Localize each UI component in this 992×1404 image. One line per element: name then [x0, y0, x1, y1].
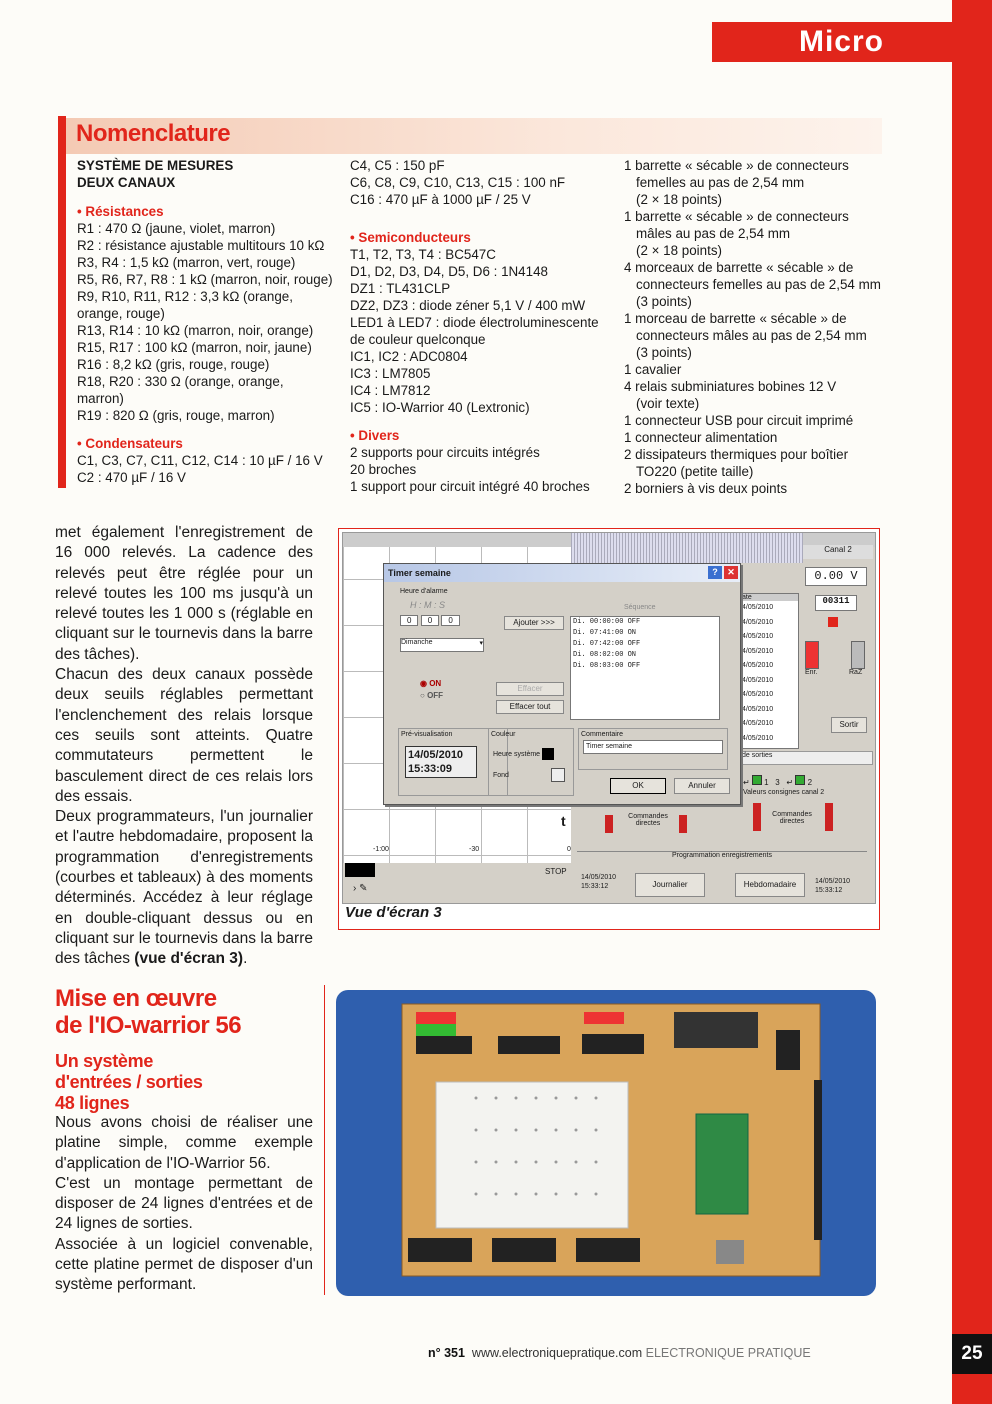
output-num: 3: [775, 778, 780, 787]
list-item: 4 morceaux de barrette « sécable » de: [624, 260, 854, 275]
time-text: 15:33:12: [815, 887, 843, 894]
misc-list: [350, 444, 610, 495]
nomenclature-title: Nomenclature: [76, 120, 231, 147]
subheading-line: 48 lignes: [55, 1093, 130, 1113]
list-item: mâles au pas de 2,54 mm: [636, 226, 791, 241]
paragraph: C'est un montage permettant de disposer de 24 lignes d'entrées et de 24 lignes de sorties.: [55, 1174, 313, 1233]
list-item: C2 : 470 µF / 16 V: [77, 470, 186, 485]
list-item: R13, R14 : 10 kΩ (marron, noir, orange): [77, 323, 314, 338]
nomenclature-accent-bar: [58, 116, 66, 488]
output-num: 1: [764, 778, 769, 787]
list-item: 1 cavalier: [624, 362, 682, 377]
sequence-label: Séquence: [624, 604, 656, 611]
relay-switch[interactable]: [825, 803, 833, 831]
column-divider: [324, 985, 325, 1295]
color-group: [488, 728, 574, 796]
list-item: R18, R20 : 330 Ω (orange, orange,: [77, 374, 284, 389]
article-text-bottom: [55, 1113, 313, 1296]
comment-group: [578, 728, 728, 770]
subheading-line: Un système: [55, 1051, 154, 1071]
software-screenshot: [342, 532, 876, 904]
date-text: 14/05/2010: [581, 874, 617, 881]
group-label: Couleur: [491, 731, 516, 738]
scale-strip: [571, 533, 803, 563]
color-label: Heure système: [493, 750, 541, 758]
preview-time: 15:33:09: [408, 763, 453, 775]
date-row: 4/05/2010: [742, 633, 774, 640]
cancel-button[interactable]: Annuler: [674, 778, 730, 794]
list-item: 1 connecteur USB pour circuit imprimé: [624, 413, 854, 428]
nomenclature-subtitle: DEUX CANAUX: [77, 175, 176, 190]
hms-label: H : M : S: [410, 600, 446, 610]
date-left: [581, 873, 616, 891]
list-item: Di. 00:00:00 OFF: [573, 618, 641, 626]
paragraph: Associée à un logiciel convenable, cette platine permet de disposer d'un système performant.: [55, 1235, 313, 1294]
list-item: 20 broches: [350, 462, 417, 477]
section-tab: Micro: [712, 22, 952, 62]
paragraph: met également l'enregistrement de 16 000 relevés. La cadence des relevés peut être réglée pour un relevé toutes les 100 ms jusqu'à un relevé toutes les 1 000 s (réglable en cliquant sur le tournevis dans la barre des tâches).: [55, 524, 313, 663]
list-heading: • Résistances: [77, 204, 164, 219]
list-item: D1, D2, D3, D4, D5, D6 : 1N4148: [350, 264, 548, 279]
group-label: Pré-visualisation: [401, 731, 453, 738]
bg-color-row[interactable]: [493, 768, 573, 782]
capacitor-list: [350, 157, 610, 208]
relay-switch[interactable]: [605, 815, 613, 833]
list-item: C16 : 470 µF à 1000 µF / 25 V: [350, 192, 531, 207]
prog-label: Programmation enregistrements: [577, 851, 867, 866]
list-item: T1, T2, T3, T4 : BC547C: [350, 247, 496, 262]
sequence-list[interactable]: [570, 616, 720, 720]
issue-number: n° 351: [428, 1346, 465, 1360]
dialog-titlebar: [384, 564, 740, 582]
list-item: R3, R4 : 1,5 kΩ (marron, vert, rouge): [77, 255, 296, 270]
axis-tick: -1:00: [373, 846, 389, 853]
capacitor-list: [77, 452, 337, 486]
list-item: femelles au pas de 2,54 mm: [636, 175, 805, 190]
list-item: IC1, IC2 : ADC0804: [350, 349, 468, 364]
list-item: (2 × 18 points): [636, 243, 722, 258]
on-off-radio[interactable]: ◉ ON ○ OFF: [420, 679, 444, 700]
journalier-button[interactable]: Journalier: [635, 873, 705, 897]
date-row: 4/05/2010: [742, 734, 774, 742]
resistor-list: [77, 220, 337, 424]
commandes-label: Commandes directes: [628, 813, 668, 827]
led-indicator: [828, 617, 838, 627]
list-item: connecteurs mâles au pas de 2,54 mm: [636, 328, 867, 343]
group-label: Heure d'alarme: [400, 588, 448, 595]
date-text: 14/05/2010: [815, 878, 851, 885]
list-item: (3 points): [636, 294, 692, 309]
output-toggles: ↵ 1 3 ↵ 2: [743, 775, 812, 787]
commandes-label: Commandes directes: [772, 811, 812, 825]
list-item: 1 support pour circuit intégré 40 broches: [350, 479, 590, 494]
date-row: 4/05/2010: [742, 720, 774, 727]
select-value: Dimanche: [401, 639, 433, 646]
clear-all-button[interactable]: Effacer tout: [496, 700, 564, 714]
raz-switch[interactable]: [851, 641, 865, 669]
hebdomadaire-button[interactable]: Hebdomadaire: [735, 873, 805, 897]
date-row: 4/05/2010: [742, 662, 774, 669]
dialog-title: Timer semaine: [388, 568, 451, 578]
pcb-illustration: [336, 990, 876, 1296]
axis-label: t: [561, 813, 566, 829]
list-heading: • Condensateurs: [77, 436, 183, 451]
dropdown-icon[interactable]: ▾: [479, 640, 483, 647]
comment-input[interactable]: Timer semaine: [583, 740, 723, 754]
date-row: 4/05/2010: [742, 618, 774, 626]
semiconductor-list: [350, 246, 610, 416]
list-heading: • Divers: [350, 428, 400, 443]
dates-list: [741, 593, 799, 749]
list-item: marron): [77, 391, 124, 406]
relay-switch[interactable]: [679, 815, 687, 833]
paragraph-text: Deux programmateurs, l'un journalier et l'autre hebdomadaire, proposent la programmation d'enregistrements (courbes et tableaux) à des moments déterminés. Accédez à leur réglage en double-cliquant dessus ou en cliquant sur le tournevis dans la barre des tâches: [55, 808, 313, 968]
date-row: 4/05/2010: [742, 647, 774, 655]
list-item: (voir texte): [636, 396, 700, 411]
axis-tick: -30: [469, 846, 480, 853]
list-item: TO220 (petite taille): [636, 464, 754, 479]
list-item: de couleur quelconque: [350, 332, 486, 347]
list-item: 1 barrette « sécable » de connecteurs: [624, 158, 849, 173]
date-row: 4/05/2010: [742, 691, 774, 698]
relay-switch[interactable]: [753, 803, 761, 831]
page-edge-band: [952, 0, 992, 1404]
axis-tick: 0: [567, 846, 571, 853]
list-item: IC3 : LM7805: [350, 366, 431, 381]
list-item: R5, R6, R7, R8 : 1 kΩ (marron, noir, rouge): [77, 272, 333, 287]
page-footer: [428, 1346, 811, 1360]
day-select[interactable]: [400, 638, 484, 652]
ok-button[interactable]: OK: [610, 778, 666, 794]
list-item: R9, R10, R11, R12 : 3,3 kΩ (orange,: [77, 289, 293, 304]
page-number: 25: [952, 1334, 992, 1374]
close-icon[interactable]: ✕: [724, 566, 738, 579]
paragraph: Chacun des deux canaux possède deux seuils réglables permettant l'enclenchement des relais lorsque ces seuils sont atteints. Quatre commutateurs permettent le basculement direct de ces relais lors des essais.: [55, 666, 313, 805]
list-item: Di. 08:02:00 ON: [573, 651, 637, 659]
sorties-label: de sorties: [741, 751, 873, 765]
list-item: (2 × 18 points): [636, 192, 722, 207]
time-text: 15:33:12: [581, 883, 609, 890]
list-item: 2 supports pour circuits intégrés: [350, 445, 540, 460]
list-item: Di. 08:03:00 OFF: [573, 662, 641, 670]
list-item: R2 : résistance ajustable multitours 10 kΩ: [77, 238, 325, 253]
heading-line: Mise en œuvre: [55, 985, 217, 1012]
date-row: 4/05/2010: [742, 604, 774, 611]
radio-off[interactable]: OFF: [427, 691, 444, 700]
color-label: Fond: [493, 771, 509, 779]
figure-reference: (vue d'écran 3): [134, 950, 244, 968]
list-item: R15, R17 : 100 kΩ (marron, noir, jaune): [77, 340, 312, 355]
counter: 00311: [815, 595, 857, 611]
article-subheading: [55, 1051, 203, 1114]
website-link[interactable]: www.electroniquepratique.com: [471, 1346, 643, 1360]
list-item: Di. 07:41:00 ON: [573, 629, 637, 637]
list-item: DZ2, DZ3 : diode zéner 5,1 V / 400 mW: [350, 298, 586, 313]
enr-label: Enr.: [805, 669, 818, 676]
list-item: 1 morceau de barrette « sécable » de: [624, 311, 847, 326]
stop-label: STOP: [545, 867, 567, 876]
list-item: R16 : 8,2 kΩ (gris, rouge, rouge): [77, 357, 270, 372]
date-right: [815, 877, 850, 895]
date-row: 4/05/2010: [742, 676, 774, 684]
preview-display: [405, 746, 477, 778]
minute-spinner[interactable]: 0: [421, 615, 439, 626]
list-item: Di. 07:42:00 OFF: [573, 640, 641, 648]
add-button[interactable]: Ajouter >>>: [504, 616, 564, 630]
heading-line: de l'IO-warrior 56: [55, 1012, 242, 1039]
list-item: C6, C8, C9, C10, C13, C15 : 100 nF: [350, 175, 566, 190]
article-text-top: [55, 523, 313, 970]
screwdriver-icon[interactable]: › ✎: [353, 883, 368, 894]
nomenclature-col-1: [77, 157, 337, 486]
group-label: Commentaire: [581, 731, 624, 738]
preview-date: 14/05/2010: [408, 749, 464, 761]
help-icon[interactable]: ?: [708, 566, 722, 579]
list-item: R1 : 470 Ω (jaune, violet, marron): [77, 221, 276, 236]
pcb-photo: [336, 990, 876, 1296]
enr-switch[interactable]: [805, 641, 819, 669]
radio-on[interactable]: ON: [429, 679, 442, 688]
list-item: connecteurs femelles au pas de 2,54 mm: [636, 277, 881, 292]
paragraph: Nous avons choisi de réaliser une platine simple, comme exemple d'application de l'IO-Warrior 56.: [55, 1114, 313, 1172]
nomenclature-col-3: [624, 157, 894, 497]
list-item: 1 connecteur alimentation: [624, 430, 778, 445]
list-item: 2 borniers à vis deux points: [624, 481, 788, 496]
article-heading: [55, 985, 241, 1039]
delete-button[interactable]: Effacer: [496, 682, 564, 696]
list-item: 4 relais subminiatures bobines 12 V: [624, 379, 837, 394]
color-swatch[interactable]: [345, 863, 375, 877]
list-item: LED1 à LED7 : diode électroluminescente: [350, 315, 599, 330]
list-item: C4, C5 : 150 pF: [350, 158, 445, 173]
raz-label: RaZ: [849, 669, 863, 676]
list-item: orange, rouge): [77, 306, 165, 321]
canal2-label: Canal 2: [803, 545, 873, 559]
list-item: R19 : 820 Ω (gris, rouge, marron): [77, 408, 275, 423]
hour-spinner[interactable]: 0: [400, 615, 418, 626]
output-num: 2: [807, 778, 813, 787]
list-header: ate: [742, 594, 798, 601]
list-item: IC4 : LM7812: [350, 383, 431, 398]
magazine-name: ELECTRONIQUE PRATIQUE: [645, 1346, 811, 1360]
time-spinners[interactable]: [400, 616, 460, 625]
list-item: DZ1 : TL431CLP: [350, 281, 451, 296]
nomenclature-subtitle: SYSTÈME DE MESURES: [77, 158, 234, 173]
list-heading: • Semiconducteurs: [350, 230, 471, 245]
timer-dialog: [383, 563, 741, 805]
system-color-row[interactable]: [493, 748, 573, 760]
date-rows: [742, 601, 798, 746]
figure-caption: Vue d'écran 3: [345, 904, 442, 921]
list-item: 1 barrette « sécable » de connecteurs: [624, 209, 849, 224]
paragraph: [55, 807, 313, 969]
consignes-label: Valeurs consignes canal 2: [743, 789, 825, 796]
list-item: 2 dissipateurs thermiques pour boîtier: [624, 447, 849, 462]
sortir-button[interactable]: Sortir: [831, 717, 867, 733]
paragraph-text: .: [243, 950, 248, 968]
list-item: C1, C3, C7, C11, C12, C14 : 10 µF / 16 V: [77, 453, 323, 468]
list-item: IC5 : IO-Warrior 40 (Lextronic): [350, 400, 530, 415]
second-spinner[interactable]: 0: [441, 615, 459, 626]
canal2-value: 0.00 V: [805, 567, 867, 586]
nomenclature-col-2: [350, 157, 610, 495]
list-item: (3 points): [636, 345, 692, 360]
date-row: 4/05/2010: [742, 705, 774, 713]
subheading-line: d'entrées / sorties: [55, 1072, 203, 1092]
